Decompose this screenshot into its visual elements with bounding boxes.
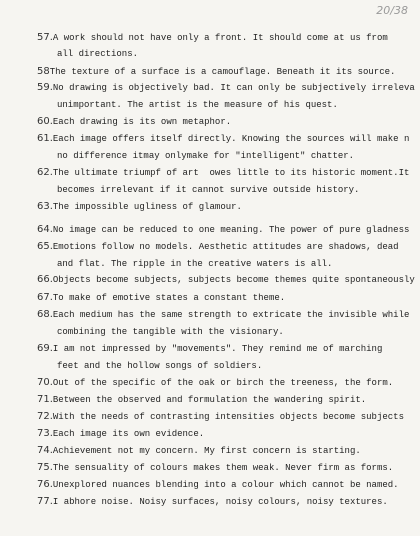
entry-65-cont: and flat. The ripple in the creative waters is all. bbox=[57, 259, 333, 269]
entry-59: 59.No drawing is objectively bad. It can only be subjectively irreleva bbox=[37, 82, 415, 93]
entry-60: 60.Each drawing is its own metaphor. bbox=[37, 116, 232, 127]
entry-57-cont: all directions. bbox=[57, 49, 139, 59]
entry-63: 63.The impossible ugliness of glamour. bbox=[37, 201, 242, 212]
entry-64: 64.No image can be reduced to one meaning. The power of pure gladness bbox=[37, 224, 410, 235]
entry-62: 62.The ultimate triumpf of art owes little to its historic moment.It bbox=[37, 167, 410, 178]
entry-66: 66.Objects become subjects, subjects become themes quite spontaneously bbox=[37, 274, 415, 285]
entry-71: 71.Between the observed and formulation the wandering spirit. bbox=[37, 394, 367, 405]
entry-74: 74.Achievement not my concern. My first concern is starting. bbox=[37, 445, 361, 456]
entry-61: 61.Each image offers itself directly. Knowing the sources will make n bbox=[37, 133, 410, 144]
entry-67: 67.To make of emotive states a constant theme. bbox=[37, 292, 286, 303]
entry-69: 69.I am not impressed by "movements". They remind me of marching bbox=[37, 343, 383, 354]
entry-75: 75.The sensuality of colours makes them weak. Never firm as forms. bbox=[37, 462, 394, 473]
entry-58: 58The texture of a surface is a camouflage. Beneath it its source. bbox=[37, 66, 396, 77]
entry-65: 65.Emotions follow no models. Aesthetic attitudes are shadows, dead bbox=[37, 241, 399, 252]
entry-68: 68.Each medium has the same strength to extricate the invisible while bbox=[37, 309, 410, 320]
entry-62-cont: becomes irrelevant if it cannot survive outside history. bbox=[57, 185, 360, 195]
entry-72: 72.With the needs of contrasting intensities objects become subjects bbox=[37, 411, 404, 422]
page-number: 20/38 bbox=[376, 4, 408, 17]
entry-57: 57.A work should not have only a front. It should come at us from bbox=[37, 32, 388, 43]
entry-69-cont: feet and the hollow songs of soldiers. bbox=[57, 361, 263, 371]
entry-68-cont: combining the tangible with the visionary. bbox=[57, 327, 284, 337]
entry-73: 73.Each image its own evidence. bbox=[37, 428, 205, 439]
entry-77: 77.I abhore noise. Noisy surfaces, noisy colours, noisy textures. bbox=[37, 496, 388, 507]
entry-59-cont: unimportant. The artist is the measure of his quest. bbox=[57, 100, 338, 110]
entry-70: 70.Out of the specific of the oak or birch the treeness, the form. bbox=[37, 377, 394, 388]
entry-61-cont: no difference itmay onlymake for "intelligent" chatter. bbox=[57, 151, 355, 161]
entry-76: 76.Unexplored nuances blending into a colour which cannot be named. bbox=[37, 479, 399, 490]
